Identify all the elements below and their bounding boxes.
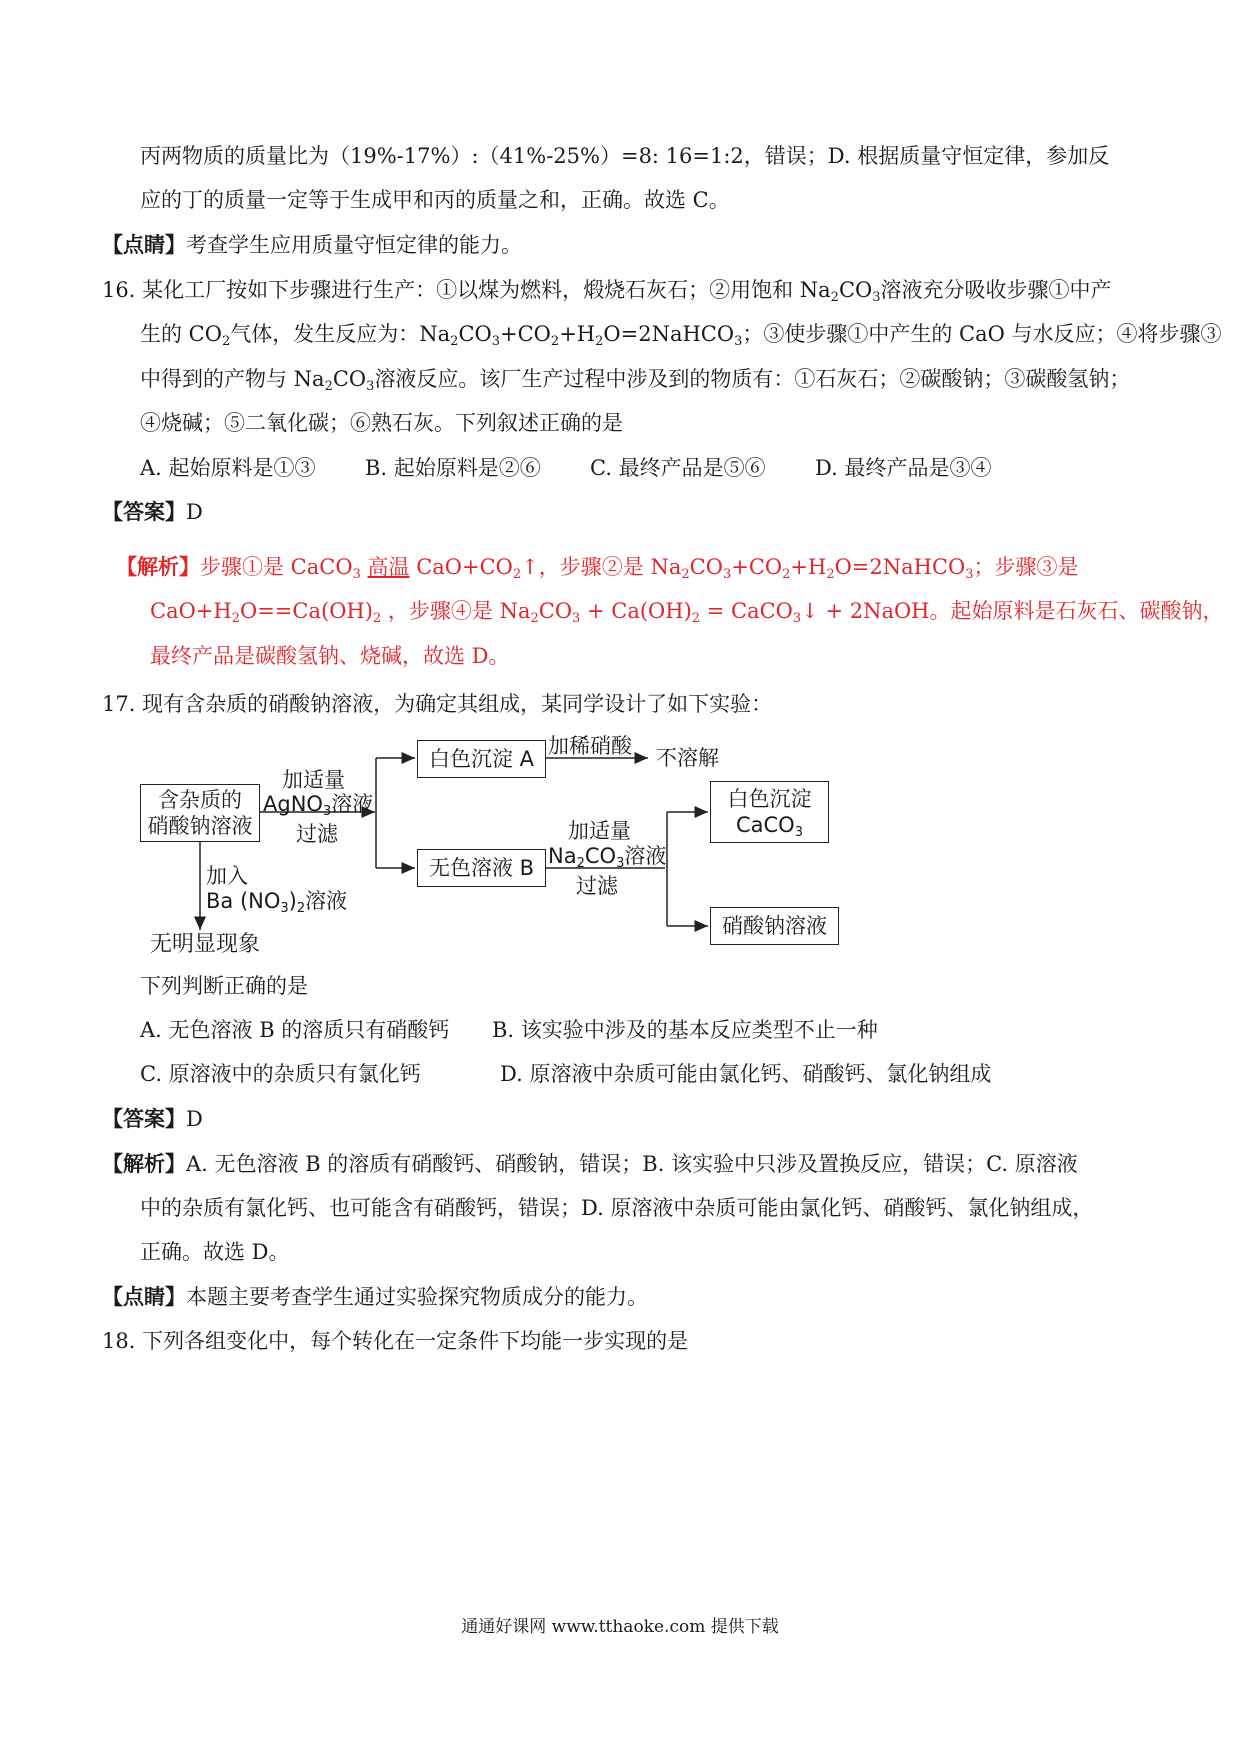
label-text: CO: [584, 844, 617, 868]
analysis-text: O=2NaHCO: [834, 555, 966, 579]
point-text: 考查学生应用质量守恒定律的能力。: [186, 233, 522, 257]
point-text: 本题主要考查学生通过实验探究物质成分的能力。: [186, 1285, 648, 1309]
subscript: 2: [512, 567, 522, 582]
q17-text: 现有含杂质的硝酸钠溶液，为确定其组成，某同学设计了如下实验：: [142, 692, 773, 716]
q16-text: ；③使步骤①中产生的 CaO 与水反应；④将步骤③: [742, 322, 1222, 346]
q17-analysis-line-2: 中的杂质有氯化钙、也可能含有硝酸钙，错误；D. 原溶液中杂质可能由氯化钙、硝酸钙、氯化钠组成，: [140, 1196, 1094, 1220]
subscript: 2: [296, 901, 306, 916]
subscript: 3: [491, 334, 501, 349]
subscript: 3: [572, 611, 581, 626]
subscript: 3: [722, 567, 732, 582]
q16-number: 16.: [102, 278, 136, 302]
subscript: 3: [352, 567, 361, 582]
subscript: 2: [530, 611, 539, 626]
arrow1-label-mid: [263, 791, 373, 817]
white-precipitate-a-box: 白色沉淀 A: [417, 740, 546, 778]
answer-value: D: [186, 1107, 203, 1131]
down-result-text: 无明显现象: [150, 932, 261, 957]
answer-tag: 【答案】: [102, 499, 186, 524]
arrow2-label-bottom: 过滤: [576, 874, 618, 898]
box-text: 硝酸钠溶液: [147, 814, 253, 838]
q16-text: O=2NaHCO: [603, 322, 735, 346]
subscript: 2: [550, 334, 560, 349]
q17-answer: [102, 1105, 203, 1133]
q16-text: 溶液反应。该厂生产过程中涉及到的物质有：①石灰石；②碳酸钠；③碳酸氢钠；: [374, 367, 1131, 391]
q16-text: 气体，发生反应为：Na: [230, 322, 451, 346]
analysis-text: ，步骤④是 Na: [387, 599, 531, 623]
analysis-tag: 【解析】: [102, 1151, 186, 1176]
analysis-text: 步骤①是 CaCO: [200, 555, 353, 579]
arrow1-label-top: 加适量: [282, 768, 345, 792]
q16-option-d: D. 最终产品是③④: [815, 456, 992, 480]
subscript: 2: [221, 334, 231, 349]
subscript: 3: [794, 825, 803, 840]
subscript: 2: [691, 611, 701, 626]
answer-value: D: [186, 500, 203, 524]
q16-analysis-line-3: 最终产品是碳酸氢钠、烧碱，故选 D。: [150, 644, 510, 668]
subscript: 3: [965, 567, 974, 582]
q17-option-d: D. 原溶液中杂质可能由氯化钙、硝酸钙、氯化钠组成: [500, 1062, 992, 1086]
q16-text: 某化工厂按如下步骤进行生产：①以煤为燃料，煅烧石灰石；②用饱和 Na: [142, 278, 831, 302]
q16-text: CO: [838, 278, 873, 302]
subscript: 2: [830, 290, 839, 305]
label-text: Na: [548, 844, 577, 868]
analysis-text: ；步骤③是: [973, 555, 1079, 579]
q16-text: +CO: [500, 322, 551, 346]
analysis-text: CaO+CO: [416, 555, 513, 579]
arrow-a-label: 加稀硝酸: [548, 734, 632, 758]
subscript: 3: [734, 334, 743, 349]
subscript: 3: [792, 611, 802, 626]
arrow2-label-top: 加适量: [568, 819, 631, 843]
label-text: 溶液: [624, 844, 667, 868]
white-precipitate-caco3-box: [710, 781, 829, 843]
subscript: 2: [231, 611, 240, 626]
analysis-text: ↓ + 2NaOH。起始原料是石灰石、碳酸钠，: [801, 599, 1224, 623]
page-footer: 通通好课网 www.tthaoke.com 提供下载: [461, 1617, 779, 1637]
subscript: 2: [595, 334, 604, 349]
label-text: ): [288, 889, 297, 913]
q17-point: [102, 1283, 648, 1311]
box-text: 含杂质的: [158, 788, 242, 812]
q16-text: 生的 CO: [140, 322, 222, 346]
answer-tag: 【答案】: [102, 1106, 186, 1131]
subscript: 2: [576, 856, 585, 871]
sodium-nitrate-solution-box: 硝酸钠溶液: [710, 907, 839, 945]
subscript: 2: [324, 379, 333, 394]
q16-option-b: B. 起始原料是②⑥: [365, 456, 541, 480]
label-text: AgNO: [263, 792, 323, 816]
box-text: 白色沉淀: [727, 787, 812, 811]
analysis-tag: 【解析】: [116, 554, 200, 579]
condition-text: 高温: [367, 555, 410, 579]
subscript: 3: [280, 901, 289, 916]
analysis-text: + Ca(OH): [580, 599, 692, 623]
point-tag: 【点睛】: [102, 232, 186, 257]
prev-line-2: 应的丁的质量一定等于生成甲和丙的质量之和，正确。故选 C。: [140, 188, 730, 212]
subscript: 2: [681, 567, 690, 582]
analysis-text: = CaCO: [700, 599, 793, 623]
analysis-text: +H: [790, 555, 827, 579]
subscript: 3: [616, 856, 625, 871]
analysis-text: A. 无色溶液 B 的溶质有硝酸钙、硝酸钠，错误；B. 该实验中只涉及置换反应，错误；C. 原溶液: [186, 1152, 1078, 1176]
q18-stem: [102, 1327, 688, 1355]
subscript: 2: [372, 611, 382, 626]
q17-number: 17.: [102, 692, 136, 716]
down-label-mid: [206, 888, 347, 914]
label-text: 溶液: [331, 792, 374, 816]
subscript: 2: [450, 334, 459, 349]
analysis-text: CO: [538, 599, 573, 623]
subscript: 3: [322, 804, 332, 819]
analysis-text: CaO+H: [150, 599, 232, 623]
subscript: 2: [826, 567, 835, 582]
q18-text: 下列各组变化中，每个转化在一定条件下均能一步实现的是: [142, 1329, 689, 1353]
label-text: Ba (NO: [206, 889, 281, 913]
q17-option-a: A. 无色溶液 B 的溶质只有硝酸钙: [140, 1018, 450, 1042]
q17-option-b: B. 该实验中涉及的基本反应类型不止一种: [492, 1018, 878, 1042]
q16-text: 中得到的产物与 Na: [140, 367, 325, 391]
q16-option-a: A. 起始原料是①③: [140, 456, 316, 480]
down-label-top: 加入: [206, 864, 248, 888]
analysis-text: CO: [689, 555, 723, 579]
subscript: 3: [872, 290, 881, 305]
arrow1-label-bottom: 过滤: [296, 822, 338, 846]
q17-prompt: 下列判断正确的是: [140, 974, 308, 998]
q16-option-c: C. 最终产品是⑤⑥: [590, 456, 766, 480]
q16-line-4: ④烧碱；⑤二氧化碳；⑥熟石灰。下列叙述正确的是: [140, 411, 623, 435]
result-a-text: 不溶解: [656, 746, 719, 770]
subscript: 3: [366, 379, 375, 394]
analysis-text: O==Ca(OH): [240, 599, 373, 623]
arrow2-label-mid: [548, 843, 666, 869]
q17-analysis-line-3: 正确。故选 D。: [140, 1240, 290, 1264]
q17-option-c: C. 原溶液中的杂质只有氯化钙: [140, 1062, 421, 1086]
analysis-text: ↑，步骤②是 Na: [521, 555, 682, 579]
box-text: [736, 812, 803, 838]
q16-text: +H: [559, 322, 596, 346]
analysis-text: +CO: [731, 555, 783, 579]
q16-text: 溶液充分吸收步骤①中产: [880, 278, 1112, 302]
prev-line-1: 丙两物质的质量比为（19%-17%）:（41%-25%）=8: 16=1:2，错误；D. 根据质量守恒定律，参加反: [140, 144, 1110, 168]
start-solution-box: [140, 784, 260, 842]
q17-analysis-line-1: [102, 1150, 1078, 1178]
label-text: 溶液: [305, 889, 348, 913]
q18-number: 18.: [102, 1329, 136, 1353]
q16-text: CO: [458, 322, 492, 346]
subscript: 2: [782, 567, 791, 582]
box-text: CaCO: [735, 813, 795, 837]
q16-text: CO: [332, 367, 367, 391]
point-tag: 【点睛】: [102, 1284, 186, 1309]
colorless-solution-b-box: 无色溶液 B: [417, 849, 546, 887]
